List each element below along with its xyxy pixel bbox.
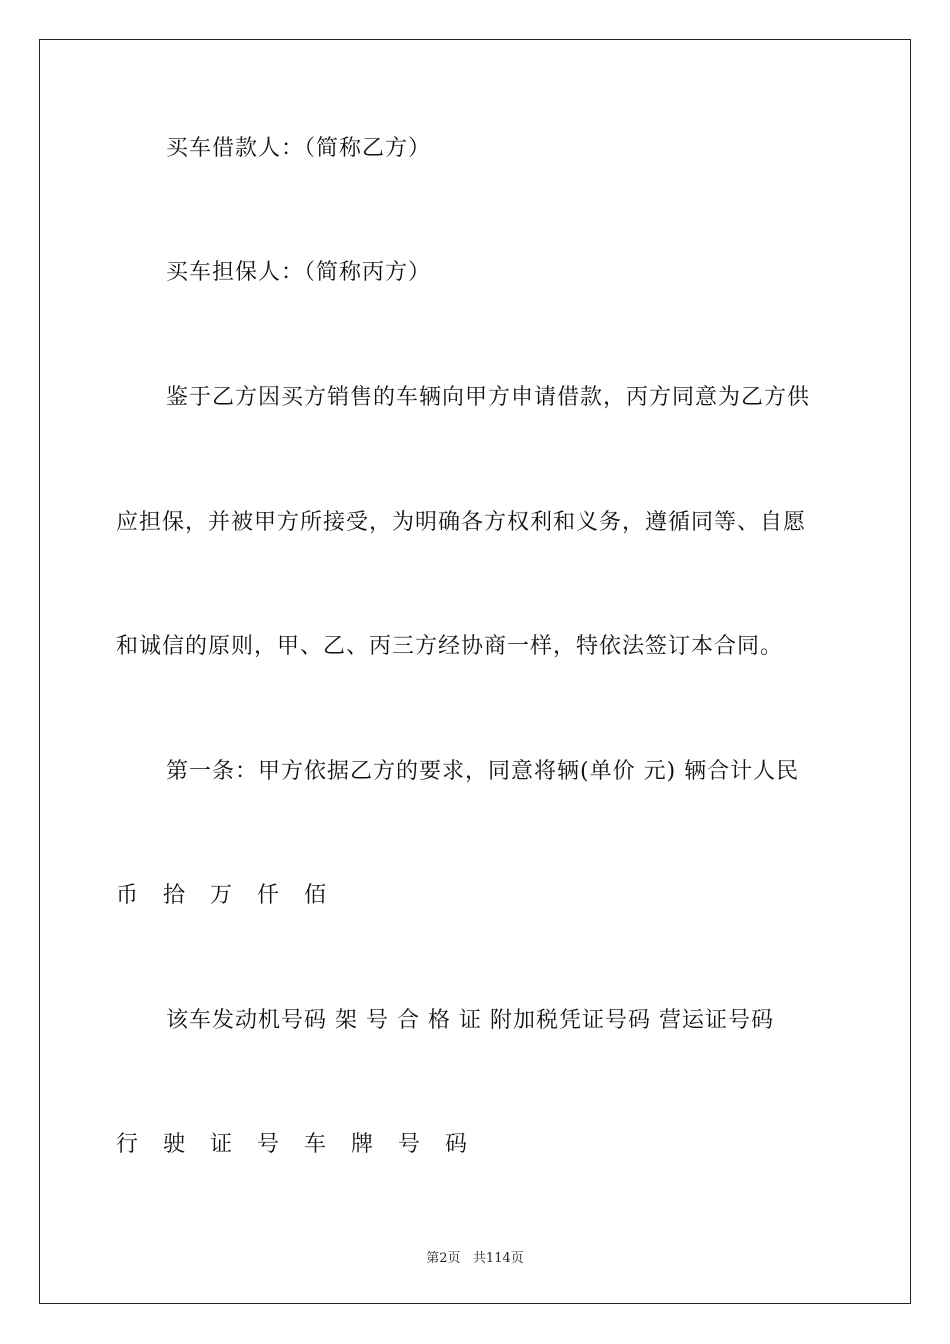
page-border <box>39 39 911 1304</box>
article-one-line-2: 币 拾 万 仟 佰 <box>116 883 335 908</box>
paragraph-preamble-line-1: 鉴于乙方因买方销售的车辆向甲方申请借款，丙方同意为乙方供 <box>166 385 811 410</box>
vehicle-info-line-1: 该车发动机号码 架 号 合 格 证 附加税凭证号码 营运证号码 <box>166 1008 774 1033</box>
page-footer <box>0 1247 950 1266</box>
page-total: 共114页 <box>472 1251 524 1266</box>
paragraph-guarantor: 买车担保人：（简称丙方） <box>166 260 432 285</box>
article-one-line-1: 第一条：甲方依据乙方的要求，同意将辆(单价 元) 辆合计人民 <box>166 759 800 784</box>
page-number: 第2页 <box>426 1251 461 1266</box>
paragraph-preamble-line-3: 和诚信的原则，甲、乙、丙三方经协商一样，特依法签订本合同。 <box>116 634 784 659</box>
paragraph-borrower: 买车借款人：（简称乙方） <box>166 136 432 161</box>
vehicle-info-line-2: 行 驶 证 号 车 牌 号 码 <box>116 1132 476 1157</box>
paragraph-preamble-line-2: 应担保，并被甲方所接受，为明确各方权利和义务，遵循同等、自愿 <box>116 510 807 535</box>
